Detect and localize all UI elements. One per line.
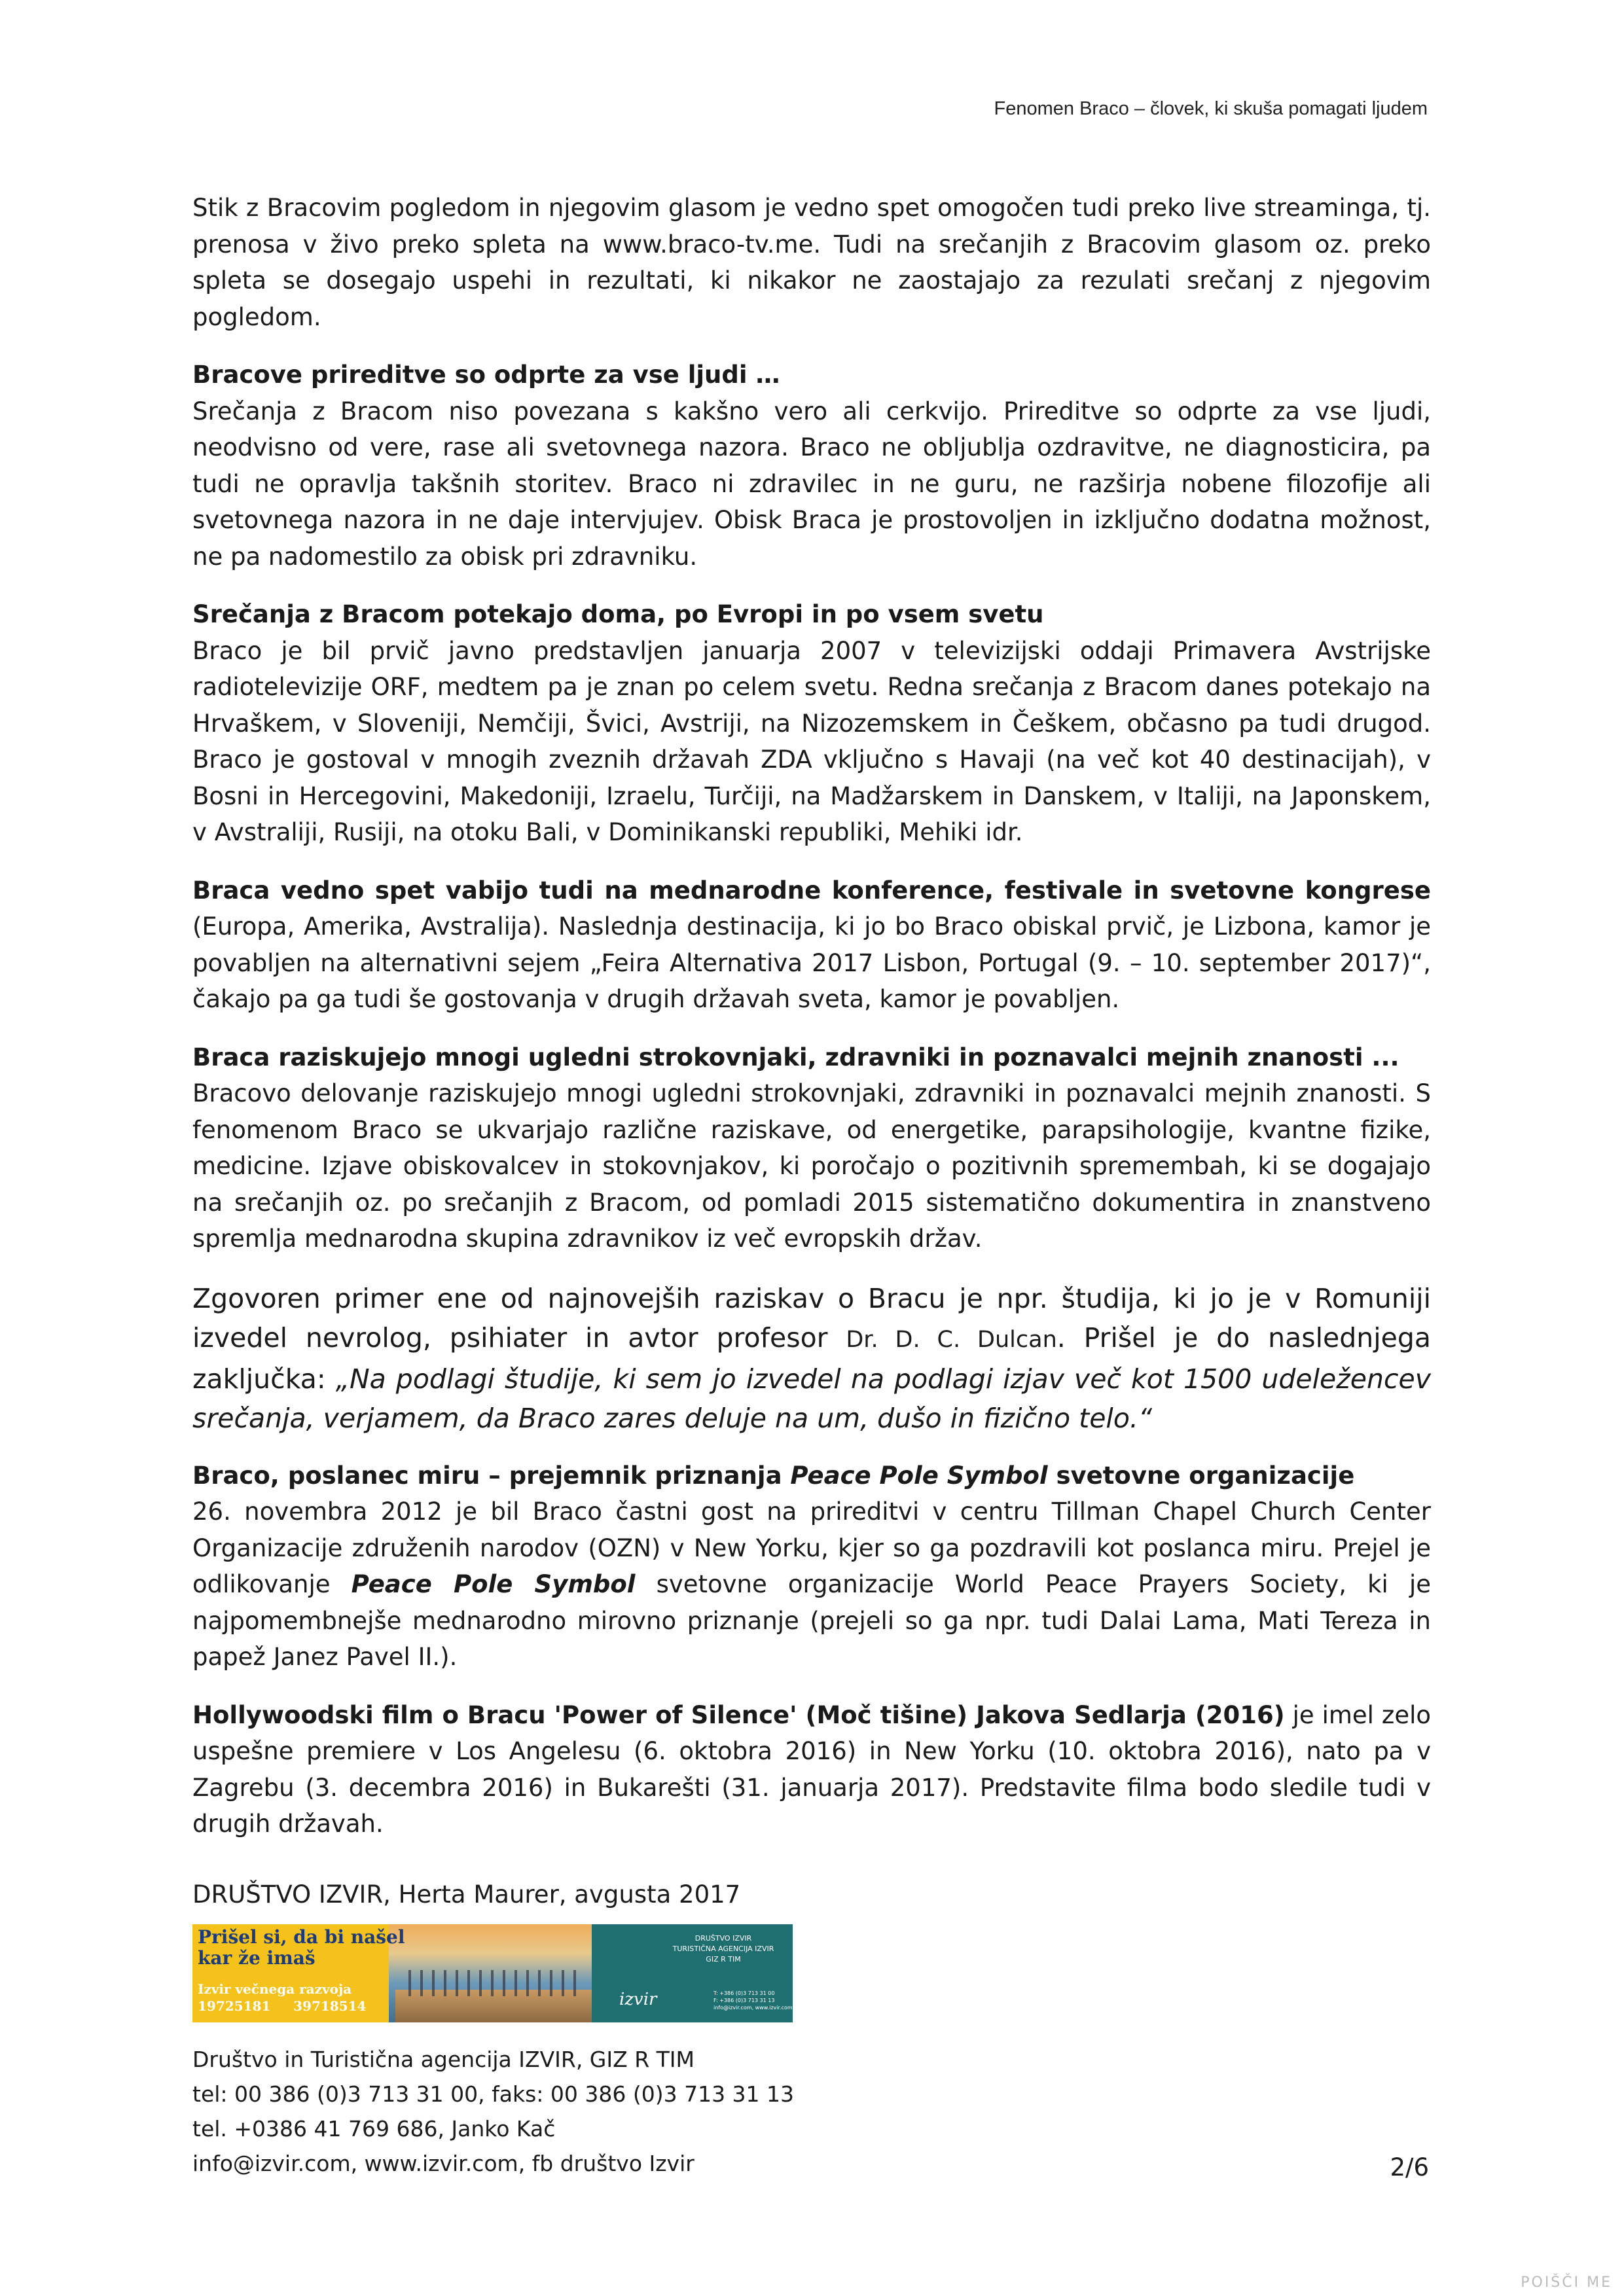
izvir-logo: izvir: [619, 1989, 657, 2009]
contact-line: info@izvir.com, www.izvir.com, fb društvo Izvir: [192, 2150, 695, 2176]
heading-part: svetovne organizacije: [1047, 1461, 1355, 1490]
section-text: Srečanja z Bracom niso povezana s kakšno vero ali cerkvijo. Prireditve so odprte za vse ljudi, neodvisno od vere, rase ali svetovnega nazora. Braco ne obljublja ozdravitve, ne diagnosticira, pa tudi ne opravlja takšnih storitev. Braco ni zdravilec in ne guru, ne razširja nobene filozofije ali svetovnega nazora in ne daje intervjujev. Obisk Braca je prostovoljen in izključno dodatna možnost, ne pa nadomestilo za obisk pri zdravniku.: [192, 397, 1431, 571]
contact-block: [192, 2042, 1431, 2181]
subtitle-line: Izvir večnega razvoja: [198, 1981, 352, 1997]
section-text: je imel zelo uspešne premiere v Los Angelesu (6. oktobra 2016) in New Yorku (10. oktobra 2016), nato pa v Zagrebu (3. decembra 2016) in Bukarešti (31. januarja 2017). Predstavite filma bodo sledile tudi v drugih državah.: [192, 1700, 1431, 1838]
quote-intro: Zgovoren primer ene od najnovejših raziskav o Bracu je npr. študija, ki jo je v Romuniji izvedel nevrolog, psihiater in avtor profesor: [192, 1282, 1431, 1354]
org-line: GIZ R TIM: [706, 1954, 741, 1964]
heading-italic: Peace Pole Symbol: [790, 1461, 1048, 1490]
contact-line: Društvo in Turistična agencija IZVIR, GIZ R TIM: [192, 2046, 695, 2072]
running-header: Fenomen Braco – človek, ki skuša pomagati ljudem: [994, 98, 1428, 119]
bold-lead: Braca vedno spet vabijo tudi na mednarodne konference, festivale in svetovne kongrese: [192, 876, 1431, 905]
document-body: [192, 190, 1431, 2181]
section-heading: [192, 1458, 1431, 1494]
izvir-banner: [192, 1924, 793, 2022]
text-part: svetovne organizacije World Peace Prayers Society, ki je najpomembnejše mednarodno mirovno priznanje (prejeli so ga npr. tudi Dalai Lama, Mati Tereza in papež Janez Pavel II.).: [192, 1570, 1431, 1671]
quote-paragraph: [192, 1279, 1431, 1438]
subtitle-numbers: 19725181 39718514: [198, 1998, 367, 2014]
info-line: info@izvir.com, www.izvir.com: [713, 2004, 793, 2011]
section-research: [192, 1039, 1431, 1257]
info-line: T: +386 (0)3 713 31 00: [713, 1990, 775, 1996]
banner-contact-info: [713, 1990, 793, 2011]
text-part: 26. novembra 2012 je bil Braco častni gost na prireditvi v centru Tillman Chapel Church Center Organizacije združenih narodov (OZN) v New Yorku, kjer so ga pozdravili kot poslanca miru. Prejel je odlikovanje: [192, 1498, 1431, 1598]
slogan-line: kar že imaš: [198, 1946, 316, 1969]
section-heading: Bracove prireditve so odprte za vse ljudi …: [192, 361, 780, 389]
section-text: Braco je bil prvič javno predstavljen januarja 2007 v televizijski oddaji Primavera Avstrijske radiotelevizije ORF, medtem pa je znan po celem svetu. Redna srečanja z Bracom danes potekajo na Hrvaškem, v Sloveniji, Nemčiji, Švici, Avstriji, na Nizozemskem in Češkem, občasno pa tudi drugod. Braco je gostoval v mnogih zveznih državah ZDA vključno s Havaji (na več kot 40 destinacijah), v Bosni in Hercegovini, Makedoniji, Izraelu, Turčiji, na Madžarskem in Danskem, v Italiji, na Japonskem, v Avstraliji, Rusiji, na otoku Bali, v Dominikanski republiki, Mehiki idr.: [192, 636, 1431, 846]
quote-mid: . Prišel je do naslednjega zaključka:: [192, 1321, 1431, 1395]
bold-lead: Hollywoodski film o Bracu 'Power of Silence' (Moč tišine) Jakova Sedlarja (2016): [192, 1700, 1285, 1729]
page-number: 2/6: [1390, 2153, 1429, 2181]
contact-line: tel: 00 386 (0)3 713 31 00, faks: 00 386 (0)3 713 31 13: [192, 2081, 795, 2107]
professor-name: Dr. D. C. Dulcan: [846, 1326, 1057, 1353]
section-worldwide: [192, 596, 1431, 851]
signature-line: DRUŠTVO IZVIR, Herta Maurer, avgusta 2017: [192, 1880, 741, 1909]
info-line: F: +386 (0)3 713 31 13: [713, 1997, 775, 2003]
org-line: DRUŠTVO IZVIR: [695, 1933, 752, 1943]
section-text: Bracovo delovanje raziskujejo mnogi ugledni strokovnjaki, zdravniki in poznavalci mejnih znanosti. S fenomenom Braco se ukvarjajo različne raziskave, od energetike, parapsihologije, kvantne fizike, medicine. Izjave obiskovalcev in stokovnjakov, ki poročajo o pozitivnih spremembah, ki se dogajajo na srečanjih oz. po srečanjih z Bracom, od pomladi 2015 sistematično dokumentira in znanstveno spremlja mednarodna skupina zdravnikov iz več evropskih držav.: [192, 1079, 1431, 1253]
slogan-line: Prišel si, da bi našel: [198, 1926, 405, 1948]
section-text: [192, 1494, 1431, 1676]
org-line: TURISTIČNA AGENCIJA IZVIR: [672, 1944, 774, 1953]
section-peace-pole: [192, 1458, 1431, 1676]
quote-italic: „Na podlagi študije, ki sem jo izvedel na podlagi izjav več kot 1500 udeležencev srečanja, verjamem, da Braco zares deluje na um, dušo in fizično telo.“: [192, 1363, 1431, 1434]
section-heading: Srečanja z Bracom potekajo doma, po Evropi in po vsem svetu: [192, 600, 1044, 628]
bold-italic-term: Peace Pole Symbol: [351, 1570, 636, 1598]
intro-paragraph: Stik z Bracovim pogledom in njegovim glasom je vedno spet omogočen tudi preko live streaminga, tj. prenosa v živo preko spleta na www.braco-tv.me. Tudi na srečanjih z Bracovim glasom oz. preko spleta se dosegajo uspehi in rezultati, ki nikakor ne zaostajajo za rezulati srečanj z njegovim pogledom.: [192, 194, 1431, 331]
section-open-events: [192, 357, 1431, 575]
banner-people: [408, 1970, 579, 1996]
heading-part: Braco, poslanec miru – prejemnik priznanja: [192, 1461, 791, 1490]
section-conferences: [192, 872, 1431, 1018]
banner-org-names: [661, 1933, 785, 1965]
section-text: (Europa, Amerika, Avstralija). Naslednja destinacija, ki jo bo Braco obiskal prvič, je Lizbona, kamor je povabljen na alternativni sejem „Feira Alternativa 2017 Lisbon, Portugal (9. – 10. september 2017)“, čakajo pa ga tudi še gostovanja v drugih državah sveta, kamor je povabljen.: [192, 912, 1431, 1013]
section-heading: Braca raziskujejo mnogi ugledni strokovnjaki, zdravniki in poznavalci mejnih znanosti ...: [192, 1043, 1399, 1071]
contact-line: tel. +0386 41 769 686, Janko Kač: [192, 2115, 556, 2142]
banner-subtitle: [198, 1981, 366, 2015]
banner-slogan: [198, 1927, 405, 1969]
watermark: POIŠČI ME: [1521, 2274, 1612, 2291]
section-film: [192, 1697, 1431, 1842]
